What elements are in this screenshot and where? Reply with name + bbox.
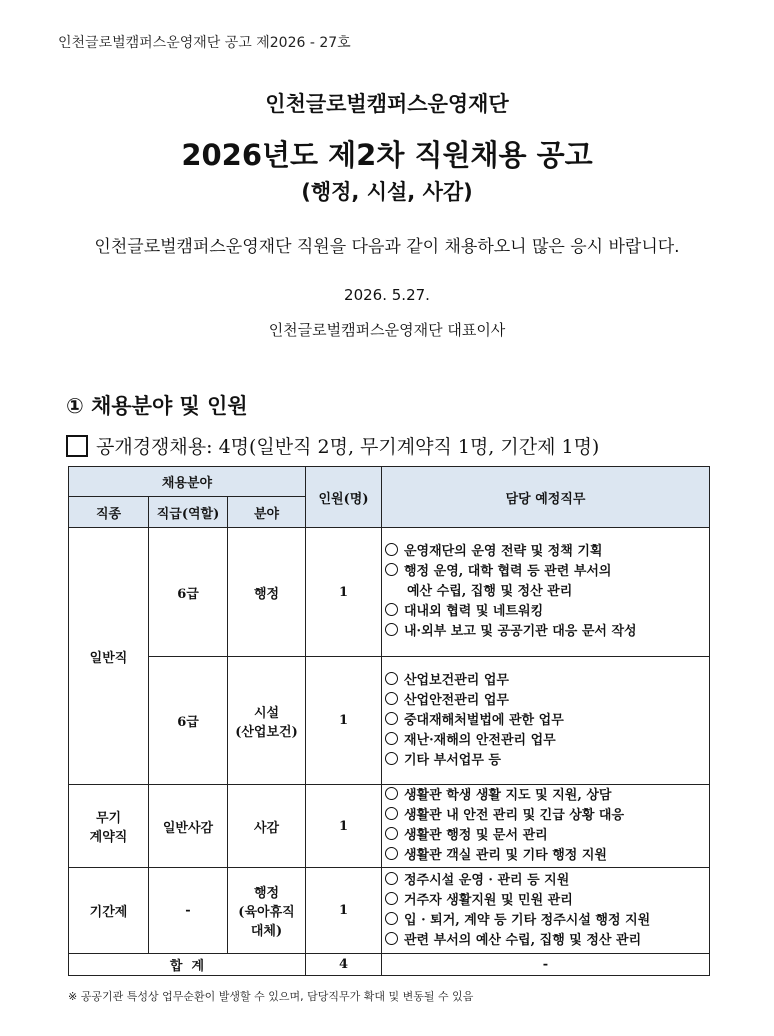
circle-bullet-icon [385, 672, 398, 685]
intro-text: 인천글로벌캠퍼스운영재단 직원을 다음과 같이 채용하오니 많은 응시 바랍니다. [94, 237, 680, 257]
duty-item: 내·외부 보고 및 공공기관 대응 문서 작성 [385, 622, 707, 642]
table-header-row [69, 467, 710, 497]
duty-item: 운영재단의 운영 전략 및 정책 기획 [385, 542, 707, 562]
total-row [69, 954, 710, 976]
circle-bullet-icon [385, 732, 398, 745]
circle-bullet-icon [385, 712, 398, 725]
grade-cell: 일반사감 [149, 785, 228, 868]
duty-item: 관련 부서의 예산 수립, 집행 및 정산 관리 [385, 931, 707, 951]
area-cell: 시설 (산업보건) [228, 657, 306, 785]
circle-bullet-icon [385, 872, 398, 885]
circle-bullet-icon [385, 847, 398, 860]
circle-bullet-icon [385, 692, 398, 705]
circle-bullet-icon [385, 827, 398, 840]
notice-date: 2026. 5.27. [344, 286, 430, 304]
type-general: 일반직 [69, 528, 149, 785]
table-row [69, 657, 710, 785]
duty-cell [382, 528, 710, 657]
duty-item: 기타 부서업무 등 [385, 751, 707, 771]
grade-cell: 6급 [149, 528, 228, 657]
header-duty: 담당 예정직무 [382, 467, 710, 528]
type-fixed-term: 기간제 [69, 868, 149, 954]
header-field: 채용분야 [69, 467, 306, 497]
area-cell: 행정 (육아휴직 대체) [228, 868, 306, 954]
table-row [69, 868, 710, 954]
circle-bullet-icon [385, 563, 398, 576]
circle-bullet-icon [385, 892, 398, 905]
count-cell: 1 [306, 657, 382, 785]
duty-item: 생활관 행정 및 문서 관리 [385, 826, 707, 846]
duty-cell [382, 785, 710, 868]
recruit-summary-text: 공개경쟁채용: 4명(일반직 2명, 무기계약직 1명, 기간제 1명) [96, 436, 600, 458]
circle-bullet-icon [385, 752, 398, 765]
header-grade: 직급(역할) [149, 497, 228, 528]
duty-item: 재난·재해의 안전관리 업무 [385, 731, 707, 751]
circle-bullet-icon [385, 787, 398, 800]
checkbox-icon [66, 435, 88, 457]
grade-cell: 6급 [149, 657, 228, 785]
duty-item: 대내외 협력 및 네트워킹 [385, 602, 707, 622]
duty-item-continuation: 예산 수립, 집행 및 정산 관리 [407, 584, 573, 599]
duty-item: 산업보건관리 업무 [385, 671, 707, 691]
circle-bullet-icon [385, 543, 398, 556]
header-type: 직종 [69, 497, 149, 528]
duty-item: 정주시설 운영 · 관리 등 지원 [385, 871, 707, 891]
circle-bullet-icon [385, 932, 398, 945]
header-count: 인원(명) [306, 467, 382, 528]
duty-item: 산업안전관리 업무 [385, 691, 707, 711]
type-indefinite: 무기 계약직 [69, 785, 149, 868]
count-cell: 1 [306, 528, 382, 657]
duty-item: 행정 운영, 대학 협력 등 관련 부서의 [385, 562, 707, 582]
recruitment-table [68, 466, 710, 976]
duty-item: 생활관 내 안전 관리 및 긴급 상황 대응 [385, 806, 707, 826]
area-cell: 행정 [228, 528, 306, 657]
table-row [69, 785, 710, 868]
grade-cell: - [149, 868, 228, 954]
notice-number: 인천글로벌캠퍼스운영재단 공고 제2026 - 27호 [58, 35, 351, 51]
area-cell: 사감 [228, 785, 306, 868]
total-duty: - [382, 954, 710, 976]
circle-bullet-icon [385, 807, 398, 820]
circle-bullet-icon [385, 603, 398, 616]
duty-item: 생활관 객실 관리 및 기타 행정 지원 [385, 846, 707, 866]
footnote: ※ 공공기관 특성상 업무순환이 발생할 수 있으며, 담당직무가 확대 및 변동될 수 있음 [68, 990, 474, 1003]
recruit-summary [66, 432, 599, 459]
count-cell: 1 [306, 868, 382, 954]
duty-cell [382, 868, 710, 954]
table-row [69, 528, 710, 657]
circle-bullet-icon [385, 912, 398, 925]
duty-item: 중대재해처벌법에 관한 업무 [385, 711, 707, 731]
count-cell: 1 [306, 785, 382, 868]
duty-item: 생활관 학생 생활 지도 및 지원, 상담 [385, 786, 707, 806]
header-area: 분야 [228, 497, 306, 528]
duty-cell [382, 657, 710, 785]
sub-title: (행정, 시설, 사감) [301, 180, 473, 204]
org-title: 인천글로벌캠퍼스운영재단 [265, 92, 509, 116]
circle-bullet-icon [385, 623, 398, 636]
duty-item: 입 · 퇴거, 계약 등 기타 정주시설 행정 지원 [385, 911, 707, 931]
total-label: 합 계 [69, 954, 306, 976]
representative: 인천글로벌캠퍼스운영재단 대표이사 [268, 321, 506, 339]
duty-item: 거주자 생활지원 및 민원 관리 [385, 891, 707, 911]
main-title: 2026년도 제2차 직원채용 공고 [181, 138, 593, 172]
total-count: 4 [306, 954, 382, 976]
section-heading: ① 채용분야 및 인원 [66, 394, 248, 418]
